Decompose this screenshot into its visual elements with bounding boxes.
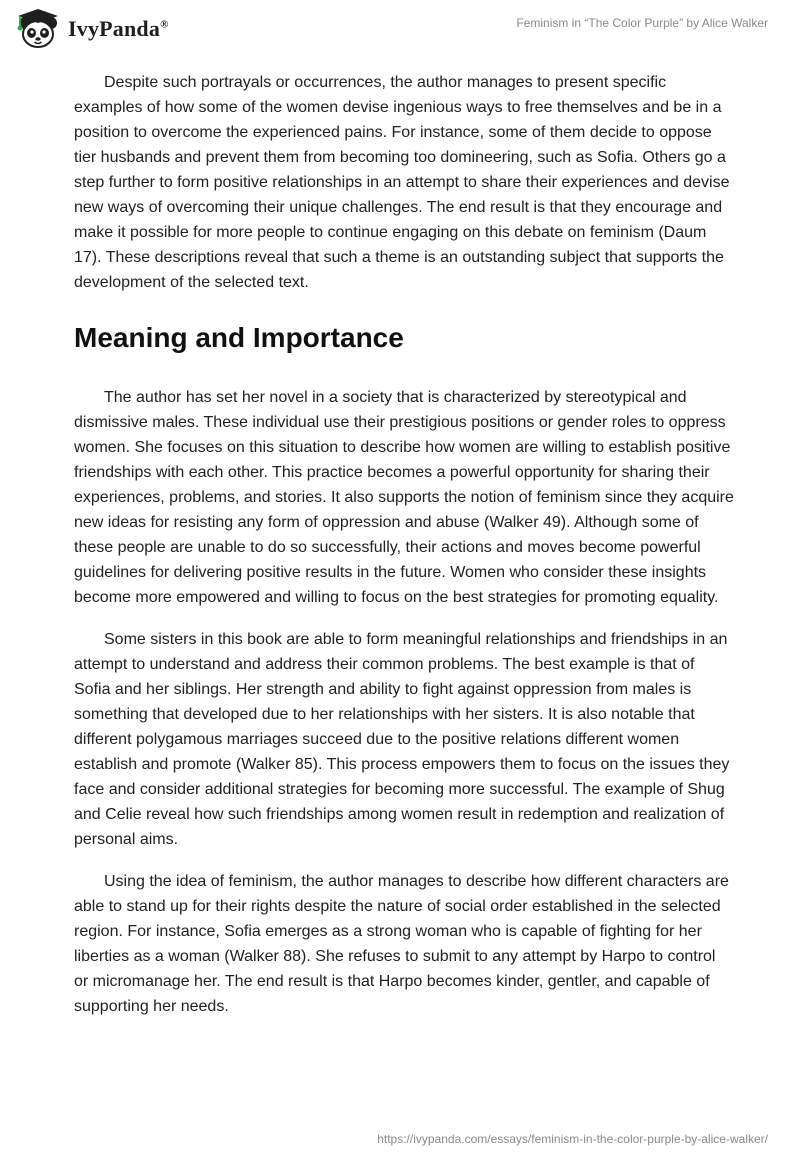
brand-name: IvyPanda® — [68, 16, 169, 41]
trademark-symbol: ® — [160, 18, 169, 31]
source-url[interactable]: https://ivypanda.com/essays/feminism-in-the-color-purple-by-alice-walker/ — [377, 1132, 768, 1146]
paragraph: Using the idea of feminism, the author manages to describe how different characters are able to stand up for their rights despite the nature of social order established in the selected region. For instance, Sofia emerges as a strong woman who is capable of fighting for her liberties as a woman (Walker 88). She refuses to submit to any attempt by Harpo to control or micromanage her. The end result is that Harpo becomes kinder, gentler, and capable of supporting her needs. — [74, 873, 729, 1015]
section-heading: Meaning and Importance — [74, 322, 404, 353]
document-title: Feminism in “The Color Purple” by Alice Walker — [516, 16, 768, 30]
panda-graduate-icon — [14, 7, 62, 51]
paragraph: Despite such portrayals or occurrences, the author manages to present specific examples of how some of the women devise ingenious ways to free themselves and be in a position to overcome the experienced pains. For instance, some of them decide to oppose tier husbands and prevent them from becoming too domineering, such as Sofia. Others go a step further to form positive relationships in an attempt to share their experiences and devise new ways of overcoming their unique challenges. The end result is that they encourage and make it possible for more people to continue engaging on this debate on feminism (Daum 17). These descriptions reveal that such a theme is an outstanding subject that supports the development of the selected text. — [74, 74, 730, 291]
paragraph: Some sisters in this book are able to form meaningful relationships and friendships in an attempt to understand and address their common problems. The best example is that of Sofia and her siblings. Her strength and ability to fight against oppression from males is something that developed due to her relationships with her sisters. It is also notable that different polygamous marriages succeed due to the positive relations different women establish and promote (Walker 85). This process empowers them to focus on the issues they face and consider additional strategies for becoming more successful. The example of Shug and Celie reveal how such friendships among women result in redemption and realization of personal aims. — [74, 631, 730, 848]
page-header — [0, 0, 800, 60]
ivypanda-logo[interactable] — [14, 6, 169, 52]
paragraph: The author has set her novel in a society that is characterized by stereotypical and dismissive males. These individual use their prestigious positions or gender roles to oppress women. She focuses on this situation to describe how women are willing to establish positive friendships with each other. This practice becomes a powerful opportunity for sharing their experiences, problems, and stories. It also supports the notion of feminism since they acquire new ideas for resisting any form of oppression and abuse (Walker 49). Although some of these people are unable to do so successfully, their actions and moves become powerful guidelines for delivering positive results in the future. Women who consider these insights become more empowered and willing to focus on the best strategies for promoting equality. — [74, 389, 734, 606]
essay-body — [74, 70, 734, 1036]
